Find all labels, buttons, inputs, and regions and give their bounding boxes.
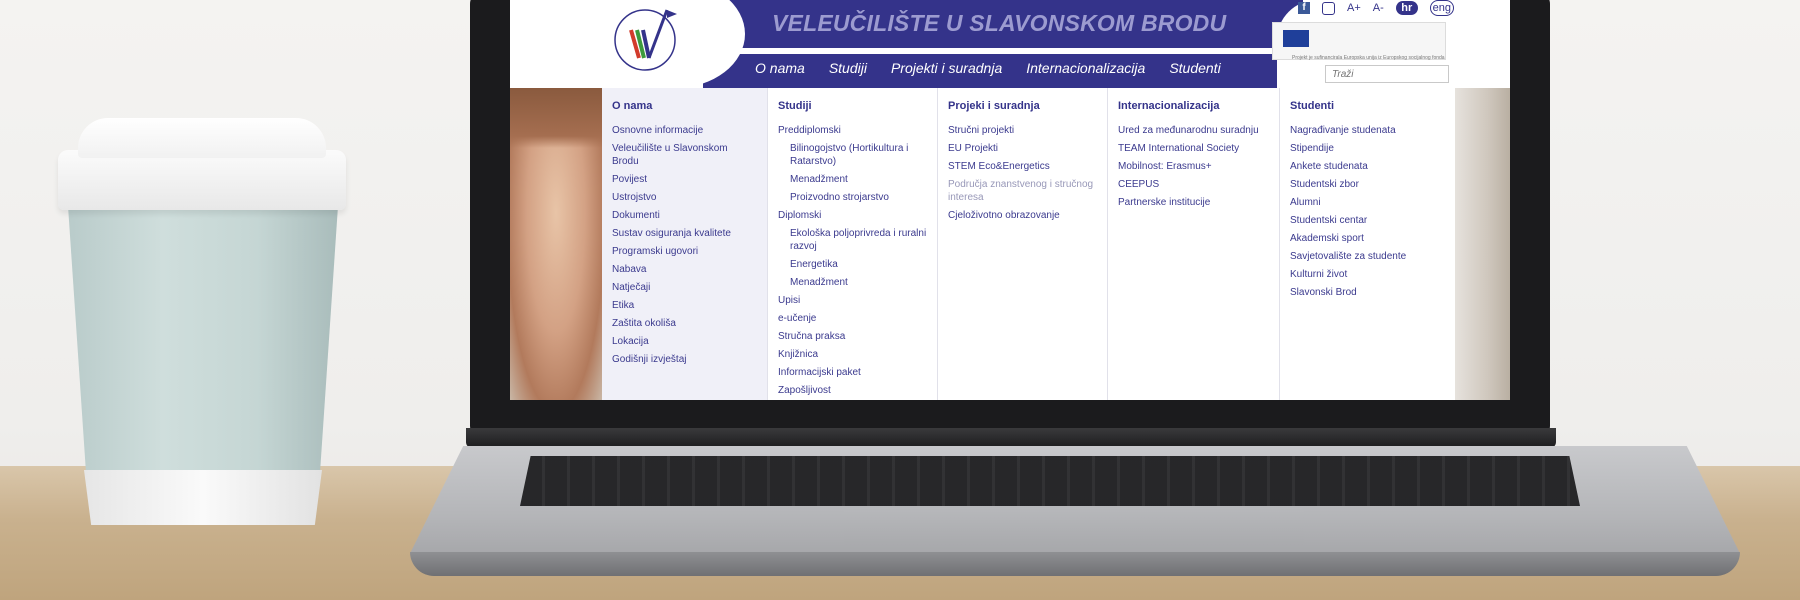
menu-link[interactable]: Ankete studenata xyxy=(1290,161,1368,172)
menu-link[interactable]: Ustrojstvo xyxy=(612,192,657,203)
menu-link[interactable]: Nagrađivanje studenata xyxy=(1290,125,1396,136)
nav-item-studiji[interactable]: Studiji xyxy=(828,60,867,76)
menu-link[interactable]: e-učenje xyxy=(778,313,817,324)
menu-sublink[interactable]: Proizvodno strojarstvo xyxy=(790,192,889,203)
menu-link[interactable]: Kulturni život xyxy=(1290,269,1348,280)
menu-link[interactable]: Stručna praksa xyxy=(778,331,846,342)
search-input[interactable] xyxy=(1325,65,1449,83)
site-title: VELEUČILIŠTE U SLAVONSKOM BRODU xyxy=(772,10,1227,36)
eu-funding-note: Projekt je sufinancirala Europska unija iz Europskog socijalnog fonda xyxy=(1292,55,1445,61)
menu-link[interactable]: Cjeloživotno obrazovanje xyxy=(948,210,1060,221)
menu-link[interactable]: Etika xyxy=(612,300,635,311)
menu-link[interactable]: Zapošljivost xyxy=(778,385,831,396)
coffee-cup-lid xyxy=(58,150,346,210)
menu-link[interactable]: Upisi xyxy=(778,295,801,306)
nav-item-studenti[interactable]: Studenti xyxy=(1169,60,1221,76)
menu-heading-studenti[interactable]: Studenti xyxy=(1290,100,1334,112)
menu-link[interactable]: Knjižnica xyxy=(778,349,819,360)
menu-column-studenti xyxy=(1280,88,1455,400)
menu-sublink[interactable]: Bilinogojstvo (Hortikultura i Ratarstvo) xyxy=(790,143,909,167)
menu-link[interactable]: TEAM International Society xyxy=(1118,143,1240,154)
coffee-cup xyxy=(68,206,338,486)
menu-link[interactable]: Mobilnost: Erasmus+ xyxy=(1118,161,1212,172)
mega-menu xyxy=(602,88,1455,400)
lang-eng-button[interactable]: eng xyxy=(1430,0,1454,16)
menu-column-o-nama xyxy=(602,88,768,400)
laptop-screen xyxy=(510,0,1510,400)
menu-link[interactable]: Partnerske institucije xyxy=(1118,197,1211,208)
menu-link[interactable]: Ured za međunarodnu suradnju xyxy=(1118,125,1259,136)
menu-heading-projekti[interactable]: Projeki i suradnja xyxy=(948,100,1040,112)
menu-sublink[interactable]: Energetika xyxy=(790,259,838,270)
hero-photo-right xyxy=(1455,88,1510,400)
menu-link[interactable]: STEM Eco&Energetics xyxy=(948,161,1050,172)
menu-heading-internacionalizacija[interactable]: Internacionalizacija xyxy=(1118,100,1220,112)
main-nav xyxy=(755,60,1221,76)
menu-link[interactable]: Studentski centar xyxy=(1290,215,1368,226)
menu-link[interactable]: Zaštita okoliša xyxy=(612,318,676,329)
nav-item-o-nama[interactable]: O nama xyxy=(755,60,805,76)
menu-link[interactable]: Sustav osiguranja kvalitete xyxy=(612,228,731,239)
menu-link[interactable]: Natječaji xyxy=(612,282,651,293)
menu-link[interactable]: Preddiplomski xyxy=(778,125,841,136)
laptop-keyboard xyxy=(520,456,1580,506)
lang-hr-button[interactable]: hr xyxy=(1396,1,1418,15)
top-icons xyxy=(1298,0,1454,16)
menu-sublink[interactable]: Menadžment xyxy=(790,174,848,185)
coffee-cup-band xyxy=(84,470,322,525)
menu-link[interactable]: Stipendije xyxy=(1290,143,1334,154)
menu-column-internacionalizacija xyxy=(1108,88,1280,400)
eu-flag-icon xyxy=(1283,30,1309,47)
menu-heading-o-nama[interactable]: O nama xyxy=(612,100,653,112)
menu-link[interactable]: Povijest xyxy=(612,174,648,185)
menu-link[interactable]: Informacijski paket xyxy=(778,367,861,378)
nav-item-projekti[interactable]: Projekti i suradnja xyxy=(890,60,1003,76)
laptop-trackpad xyxy=(844,508,1304,546)
menu-link[interactable]: Akademski sport xyxy=(1290,233,1364,244)
nav-item-internacionalizacija[interactable]: Internacionalizacija xyxy=(1026,60,1146,76)
logo-icon[interactable] xyxy=(609,0,687,76)
menu-link[interactable]: Godišnji izvještaj xyxy=(612,354,687,365)
menu-link[interactable]: Alumni xyxy=(1290,197,1321,208)
hero-photo-hair xyxy=(510,88,602,148)
menu-link[interactable]: Veleučilište u Slavonskom Brodu xyxy=(612,143,728,167)
menu-link[interactable]: Programski ugovori xyxy=(612,246,699,257)
coffee-cup-lid-top xyxy=(78,118,326,158)
menu-column-projekti xyxy=(938,88,1108,400)
menu-link[interactable]: CEEPUS xyxy=(1118,179,1160,190)
menu-link[interactable]: Savjetovalište za studente xyxy=(1290,251,1407,262)
menu-heading-studiji[interactable]: Studiji xyxy=(778,100,812,112)
menu-link[interactable]: Diplomski xyxy=(778,210,822,221)
menu-link[interactable]: EU Projekti xyxy=(948,143,999,154)
menu-link[interactable]: Područja znanstvenog i stručnog interesa xyxy=(948,179,1094,203)
font-decrease-button[interactable]: A- xyxy=(1372,2,1384,14)
menu-link[interactable]: Lokacija xyxy=(612,336,649,347)
laptop-front-edge xyxy=(410,552,1740,576)
facebook-icon[interactable]: f xyxy=(1298,2,1310,14)
menu-link[interactable]: Slavonski Brod xyxy=(1290,287,1357,298)
font-increase-button[interactable]: A+ xyxy=(1347,2,1361,14)
menu-link[interactable]: Studentski zbor xyxy=(1290,179,1359,190)
menu-link[interactable]: Dokumenti xyxy=(612,210,660,221)
menu-link[interactable]: Nabava xyxy=(612,264,647,275)
menu-link[interactable]: Osnovne informacije xyxy=(612,125,704,136)
laptop-hinge xyxy=(466,428,1556,448)
menu-column-studiji xyxy=(768,88,938,400)
menu-sublink[interactable]: Menadžment xyxy=(790,277,848,288)
instagram-icon[interactable] xyxy=(1322,2,1335,15)
menu-link[interactable]: Stručni projekti xyxy=(948,125,1015,136)
menu-sublink[interactable]: Ekološka poljoprivreda i ruralni razvoj xyxy=(790,228,927,252)
